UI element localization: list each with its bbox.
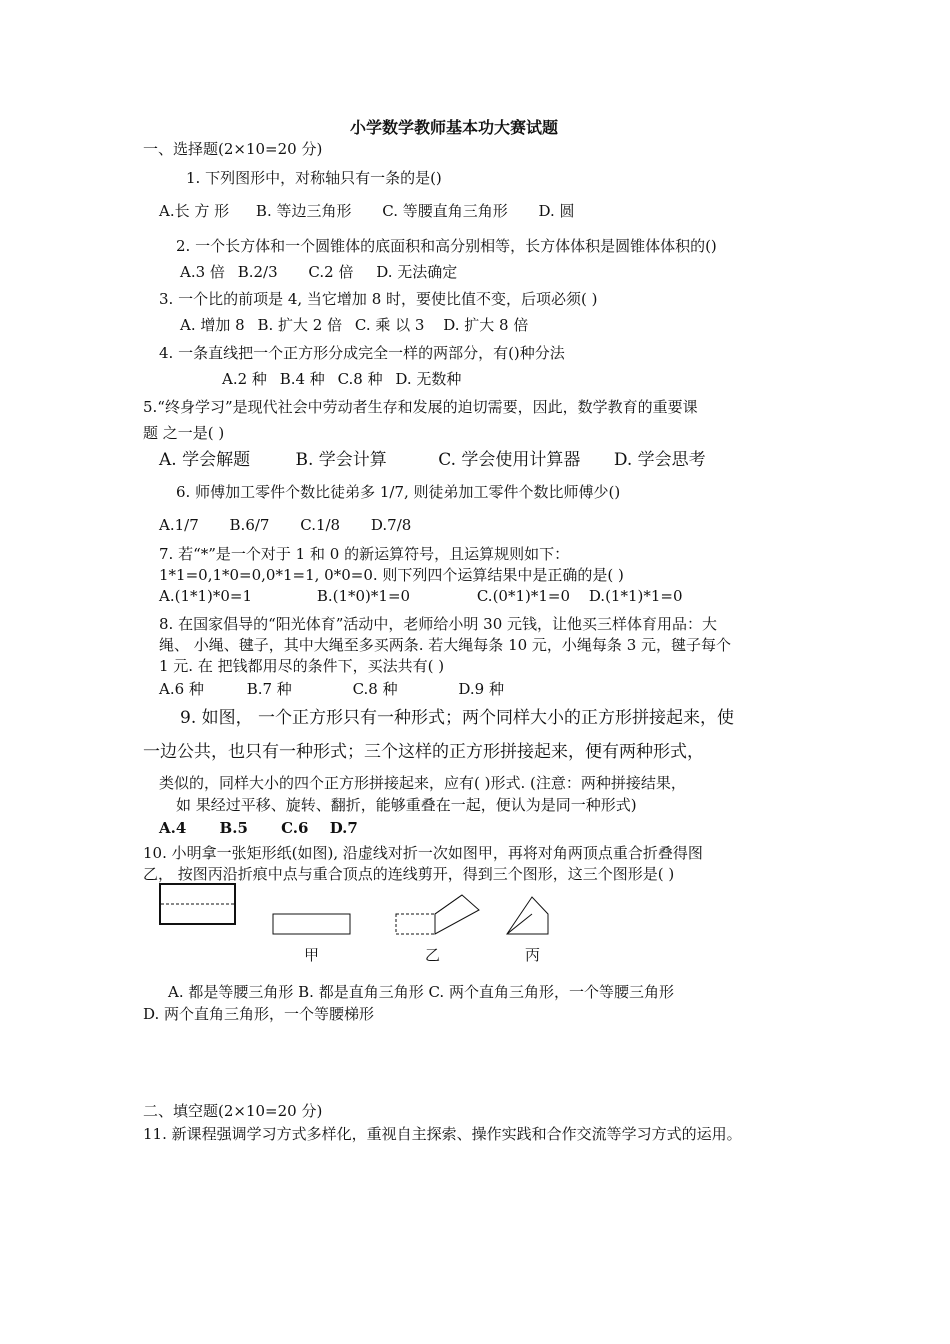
option-c: C.(0*1)*1=0 xyxy=(476,587,571,605)
question-5-stem-line-1: 5.“终身学习”是现代社会中劳动者生存和发展的迫切需要，因此，数学教育的重要课 xyxy=(143,398,698,416)
option-d: D. 无法确定 xyxy=(376,263,458,281)
figure-label-bing: 丙 xyxy=(525,946,541,964)
option-c: C.8 种 xyxy=(352,680,398,698)
question-8-stem-line-1: 8. 在国家倡导的“阳光体育”活动中，老师给小明 30 元钱，让他买三样体育用品：大 xyxy=(159,615,718,633)
option-d: D.7/8 xyxy=(370,516,412,534)
page-title: 小学数学教师基本功大赛试题 xyxy=(350,118,559,137)
option-a: A. 学会解题 xyxy=(159,450,251,470)
question-6-stem: 6. 师傅加工零件个数比徒弟多 1/7, 则徒弟加工零件个数比师傅少() xyxy=(176,483,621,501)
option-b: B.7 种 xyxy=(246,680,292,698)
option-a: A. 增加 8 xyxy=(180,316,245,334)
question-10-options-line-1: A. 都是等腰三角形 B. 都是直角三角形 C. 两个直角三角形，一个等腰三角形 xyxy=(168,983,674,1001)
question-9-stem-line-3: 类似的，同样大小的四个正方形拼接起来，应有( )形式. (注意：两种拼接结果， xyxy=(159,774,686,792)
question-2-stem: 2. 一个长方体和一个圆锥体的底面积和高分别相等，长方体体积是圆锥体体积的() xyxy=(176,237,717,255)
question-9-stem-line-2: 一边公共，也只有一种形式；三个这样的正方形拼接起来，便有两种形式， xyxy=(143,742,704,762)
question-7-stem-line-1: 7. 若“*”是一个对于 1 和 0 的新运算符号，且运算规则如下： xyxy=(159,545,570,563)
question-10-stem-line-2: 乙， 按图丙沿折痕中点与重合顶点的连线剪开，得到三个图形，这三个图形是( ) xyxy=(143,865,675,883)
option-c: C. 学会使用计算器 xyxy=(438,450,581,470)
option-b: B.6/7 xyxy=(229,516,270,534)
question-10-stem-line-1: 10. 小明拿一张矩形纸(如图), 沿虚线对折一次如图甲，再将对角两顶点重合折叠得图 xyxy=(143,844,703,862)
option-c: C.6 xyxy=(281,819,309,837)
question-9-stem-line-4: 如 果经过平移、旋转、翻折，能够重叠在一起，便认为是同一种形式) xyxy=(176,796,637,814)
option-c: C.8 种 xyxy=(337,370,383,388)
option-a: A.2 种 xyxy=(222,370,267,388)
question-10-options-line-2: D. 两个直角三角形，一个等腰梯形 xyxy=(143,1005,375,1023)
option-d: D.7 xyxy=(329,819,358,837)
option-a: A.3 倍 xyxy=(180,263,225,281)
option-a: A.(1*1)*0=1 xyxy=(159,587,253,605)
option-d: D. 无数种 xyxy=(395,370,462,388)
option-c: C.2 倍 xyxy=(308,263,354,281)
question-8-stem-line-2: 绳、 小绳、毽子，其中大绳至多买两条. 若大绳每条 10 元，小绳每条 3 元，毽子每个 xyxy=(159,636,732,654)
figure-yi-folded xyxy=(435,895,479,934)
question-1-stem: 1. 下列图形中，对称轴只有一条的是() xyxy=(186,169,442,187)
section-heading-fill: 二、填空题(2×10=20 分) xyxy=(143,1102,323,1120)
option-b: B.(1*0)*1=0 xyxy=(316,587,411,605)
option-b: B. 等边三角形 xyxy=(255,202,352,220)
option-a: A.6 种 xyxy=(159,680,204,698)
question-8-stem-line-3: 1 元. 在 把钱都用尽的条件下，买法共有( ) xyxy=(159,657,445,675)
question-5-stem-line-2: 题 之一是( ) xyxy=(143,424,225,442)
option-c: C.1/8 xyxy=(300,516,341,534)
option-a: A.4 xyxy=(159,819,187,837)
figure-label-yi: 乙 xyxy=(425,946,441,964)
figure-jia xyxy=(273,914,350,934)
figure-yi-edge xyxy=(435,895,462,914)
figure-bing-cut xyxy=(507,914,532,934)
option-b: B. 学会计算 xyxy=(295,450,387,470)
option-d: D.(1*1)*1=0 xyxy=(588,587,683,605)
option-b: B.2/3 xyxy=(237,263,278,281)
option-b: B.5 xyxy=(219,819,248,837)
option-a: A.长 方 形 xyxy=(159,202,230,220)
option-b: B. 扩大 2 倍 xyxy=(257,316,343,334)
option-d: D.9 种 xyxy=(458,680,504,698)
option-d: D. 扩大 8 倍 xyxy=(443,316,529,334)
question-9-stem-line-1: 9. 如图， 一个正方形只有一种形式；两个同样大小的正方形拼接起来，使 xyxy=(180,708,735,728)
option-a: A.1/7 xyxy=(159,516,199,534)
figure-yi-dashed xyxy=(396,914,435,934)
option-b: B.4 种 xyxy=(279,370,325,388)
figure-label-jia: 甲 xyxy=(304,946,320,964)
option-d: D. 圆 xyxy=(538,202,575,220)
question-4-stem: 4. 一条直线把一个正方形分成完全一样的两部分，有()种分法 xyxy=(159,344,565,362)
option-c: C. 等腰直角三角形 xyxy=(382,202,508,220)
option-c: C. 乘 以 3 xyxy=(354,316,425,334)
question-7-stem-line-2: 1*1=0,1*0=0,0*1=1, 0*0=0. 则下列四个运算结果中是正确的是( ) xyxy=(159,566,624,584)
question-3-stem: 3. 一个比的前项是 4, 当它增加 8 时，要使比值不变，后项必须( ) xyxy=(159,290,598,308)
option-d: D. 学会思考 xyxy=(613,450,706,470)
question-11: 11. 新课程强调学习方式多样化，重视自主探索、操作实践和合作交流等学习方式的运用。 xyxy=(143,1125,742,1143)
section-heading-choice: 一、选择题(2×10=20 分) xyxy=(143,140,323,158)
